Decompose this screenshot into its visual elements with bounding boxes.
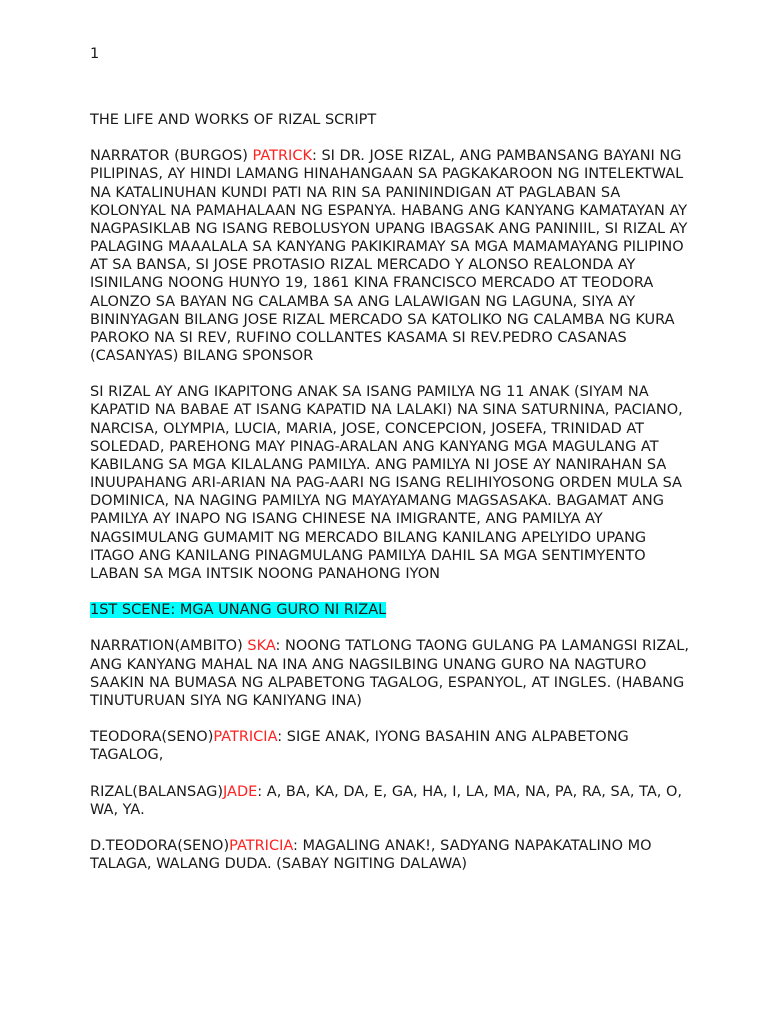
dialogue-line: [90, 637, 690, 710]
actor-name: PATRICK: [252, 148, 312, 165]
script-title: THE LIFE AND WORKS OF RIZAL SCRIPT: [90, 112, 377, 128]
role-label: D.TEODORA(SENO): [90, 838, 230, 855]
dialogue-text: : MAGALING ANAK!, SADYANG NAPAKATALINO MO TALAGA, WALANG DUDA. (SABAY NGITING DALAWA): [90, 838, 652, 873]
actor-name: SKA: [247, 638, 276, 655]
dialogue-text: : NOONG TATLONG TAONG GULANG PA LAMANGSI RIZAL, ANG KANYANG MAHAL NA INA ANG NAGSILBING UNANG GURO NA NAGTURO SAAKIN NA BUMASA NG ALPABETONG TAGALOG, ESPANYOL, AT INGLES. (HABANG TINUTURUAN SIYA NG KANIYANG INA): [90, 638, 689, 709]
role-label: NARRATOR (BURGOS): [90, 148, 253, 165]
actor-name: PATRICIA: [229, 838, 294, 855]
family-paragraph: SI RIZAL AY ANG IKAPITONG ANAK SA ISANG PAMILYA NG 11 ANAK (SIYAM NA KAPATID NA BABAE AT ISANG KAPATID NA LALAKI) NA SINA SATURNINA, PACIANO, NARCISA, OLYMPIA, LUCIA, MARIA, JOSE, CONCEPCION, JOSEFA, TRINIDAD AT SOLEDAD, PAREHONG MAY PINAG-ARALAN ANG KANYANG MGA MAGULANG AT KABILANG SA MGA KILALANG PAMILYA. ANG PAMILYA NI JOSE AY NANIRAHAN SA INUUPAHANG ARI-ARIAN NA PAG-AARI NG ISANG RELIHIYOSONG ORDEN MULA SA DOMINICA, NA NAGING PAMILYA NG MAYAYAMANG MAGSASAKA. BAGAMAT ANG PAMILYA AY INAPO NG ISANG CHINESE NA IMIGRANTE, ANG PAMILYA AY NAGSIMULANG GUMAMIT NG MERCADO BILANG KANILANG APELYIDO UPANG ITAGO ANG KANILANG PINAGMULANG PAMILYA DAHIL SA MGA SENTIMYENTO LABAN SA MGA INTSIK NOONG PANAHONG IYON: [90, 384, 683, 582]
scene-heading-line: [90, 601, 690, 619]
dialogue-line: [90, 728, 690, 764]
dialogue-text: : SI DR. JOSE RIZAL, ANG PAMBANSANG BAYANI NG PILIPINAS, AY HINDI LAMANG HINAHANGAAN SA PAGKAKAROON NG INTELEKTWAL NA KATALINUHAN KUNDI PATI NA RIN SA PANININDIGAN AT PAGLABAN SA KOLONYAL NA PAMAHALAAN NG ESPANYA. HABANG ANG KANYANG KAMATAYAN AY NAGPASIKLAB NG ISANG REBOLUSYON UPANG IBAGSAK ANG PANINIIL, SI RIZAL AY PALAGING MAAALALA SA KANYANG PAKIKIRAMAY SA MGA MAMAMAYANG PILIPINO AT SA BANSA, SI JOSE PROTASIO RIZAL MERCADO Y ALONSO REALONDA AY ISINILANG NOONG HUNYO 19, 1861 KINA FRANCISCO MERCADO AT TEODORA ALONZO SA BAYAN NG CALAMBA SA ANG LALAWIGAN NG LAGUNA, SIYA AY BININYAGAN BILANG JOSE RIZAL MERCADO SA KATOLIKO NG CALAMBA NG KURA PAROKO NA SI REV, RUFINO COLLANTES KASAMA SI REV.PEDRO CASANAS (CASANYAS) BILANG SPONSOR: [90, 148, 688, 365]
role-label: TEODORA(SENO): [90, 729, 214, 746]
scene-heading: 1ST SCENE: MGA UNANG GURO NI RIZAL: [90, 602, 387, 619]
dialogue-text: : SIGE ANAK, IYONG BASAHIN ANG ALPABETONG TAGALOG,: [90, 729, 629, 764]
role-label: RIZAL(BALANSAG): [90, 783, 224, 800]
dialogue-line: [90, 783, 690, 819]
dialogue-text: : A, BA, KA, DA, E, GA, HA, I, LA, MA, NA, PA, RA, SA, TA, O, WA, YA.: [90, 783, 683, 818]
narrator-paragraph: [90, 147, 690, 365]
page-number: 1: [90, 46, 100, 62]
actor-name: PATRICIA: [213, 729, 278, 746]
dialogue-line: [90, 837, 690, 873]
actor-name: JADE: [223, 783, 258, 800]
role-label: NARRATION(AMBITO): [90, 638, 248, 655]
document-body: [90, 111, 690, 892]
